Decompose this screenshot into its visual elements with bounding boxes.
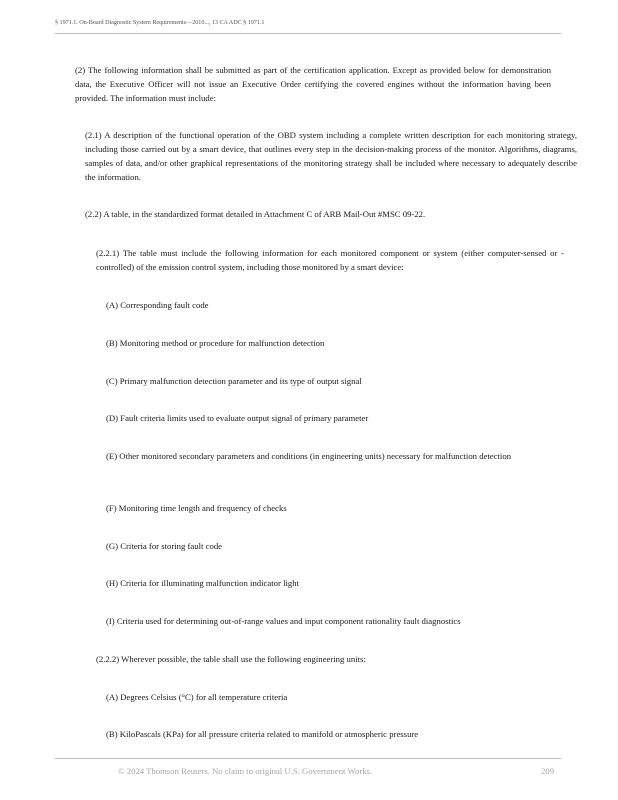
list-item: (A) Degrees Celsius (°C) for all temperature criteria	[106, 692, 288, 702]
running-header: § 1971.1. On-Board Diagnostic System Requirements—2010..., 13 CA ADC § 1971.1	[55, 19, 265, 26]
list-item: (F) Monitoring time length and frequency of checks	[106, 503, 287, 513]
copyright-notice: © 2024 Thomson Reuters. No claim to original U.S. Government Works.	[118, 766, 373, 776]
header-divider	[55, 33, 561, 34]
footer-divider	[55, 758, 561, 759]
page-number: 209	[541, 766, 555, 776]
list-item: (G) Criteria for storing fault code	[106, 541, 223, 551]
list-item: (D) Fault criteria limits used to evaluate output signal of primary parameter	[106, 413, 369, 423]
paragraph-2-2-1: (2.2.1) The table must include the following information for each monitored component or system (either computer-sensed or -controlled) of the emission control system, including those monitored by a smart device:	[96, 248, 564, 272]
list-item: (A) Corresponding fault code	[106, 300, 209, 310]
paragraph-2: (2) The following information shall be submitted as part of the certification application. Except as provided below for demonstration data, the Executive Officer will not issue an Executive Order certifying the covered engines without the information having been provided. The information must include:	[75, 65, 551, 103]
paragraph-2-2-2: (2.2.2) Wherever possible, the table shall use the following engineering units:	[96, 654, 366, 664]
list-item: (I) Criteria used for determining out-of-range values and input component rationality fault diagnostics	[106, 616, 461, 626]
list-item: (B) Monitoring method or procedure for malfunction detection	[106, 338, 325, 348]
paragraph-2-1: (2.1) A description of the functional operation of the OBD system including a complete written description for each monitoring strategy, including those carried out by a smart device, that outlines every step in the decision-making process of the monitor. Algorithms, diagrams, samples of data, and/or other graphical representations of the monitoring strategy shall be included where necessary to adequately describe the information.	[85, 130, 577, 182]
list-item: (H) Criteria for illuminating malfunction indicator light	[106, 578, 300, 588]
paragraph-2-2: (2.2) A table, in the standardized format detailed in Attachment C of ARB Mail-Out #MSC 09-22.	[85, 209, 426, 219]
list-item: (E) Other monitored secondary parameters and conditions (in engineering units) necessary for malfunction detection	[106, 451, 512, 461]
list-item: (C) Primary malfunction detection parameter and its type of output signal	[106, 376, 362, 386]
list-item: (B) KiloPascals (KPa) for all pressure criteria related to manifold or atmospheric pressure	[106, 729, 419, 739]
